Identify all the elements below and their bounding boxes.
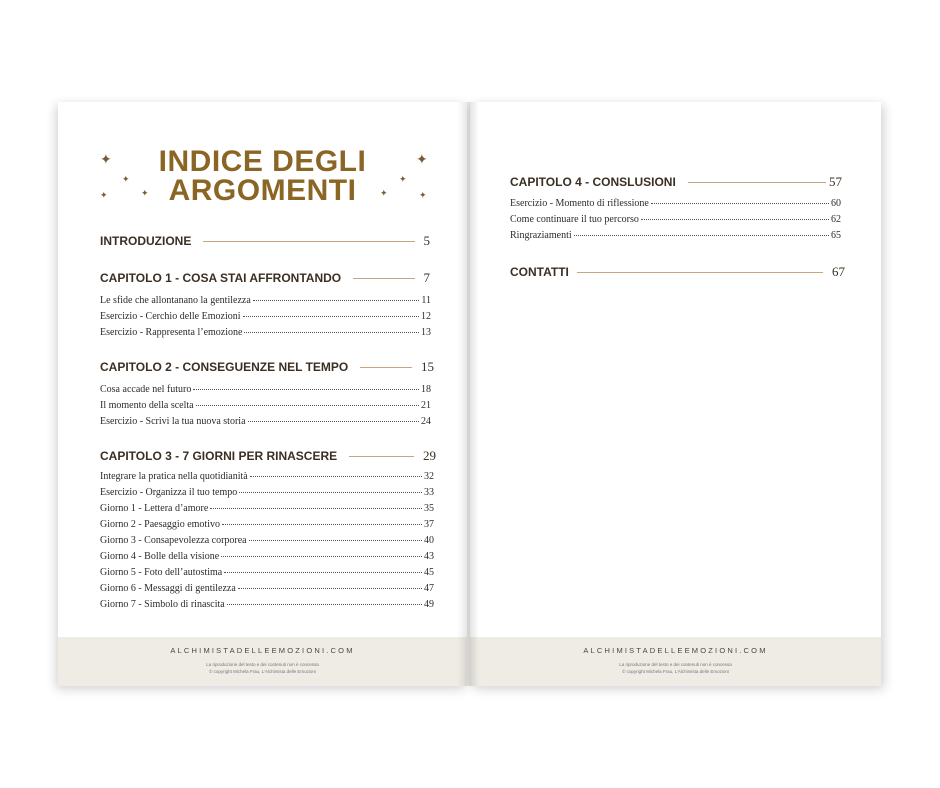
star-icon: ✦ (122, 174, 130, 184)
toc-page-number: 65 (831, 230, 841, 241)
toc-page-number: 57 (829, 174, 842, 189)
toc-item[interactable] (100, 567, 434, 581)
dot-leader (249, 540, 422, 541)
toc-page-number: 21 (421, 400, 431, 411)
dot-leader (222, 524, 422, 525)
copyright-text: © copyright Michela Frau, L’Alchimista delle Emozioni (622, 669, 729, 674)
toc-item[interactable] (100, 416, 431, 430)
book-spine-shadow (457, 102, 469, 686)
toc-item-label: Esercizio - Rappresenta l’emozione (100, 327, 243, 338)
toc-item-label: Le sfide che allontanano la gentilezza (100, 295, 251, 306)
toc-item-label: Giorno 2 - Paesaggio emotivo (100, 519, 220, 530)
toc-item-label: Giorno 1 - Lettera d’amore (100, 503, 209, 514)
divider (360, 367, 412, 368)
toc-chapter-label: CAPITOLO 3 - 7 GIORNI PER RINASCERE (100, 449, 338, 463)
star-icon: ✦ (380, 188, 388, 198)
toc-page-number: 60 (831, 198, 841, 209)
toc-page-number: 43 (424, 551, 434, 562)
dot-leader (250, 476, 422, 477)
dot-leader (641, 219, 829, 220)
toc-page-number: 49 (424, 599, 434, 610)
star-icon: ✦ (399, 174, 407, 184)
divider (353, 278, 414, 279)
toc-page-number: 7 (423, 270, 430, 285)
toc-item-label: Cosa accade nel futuro (100, 384, 192, 395)
toc-page-number: 5 (423, 233, 430, 248)
toc-item-label: Giorno 4 - Bolle della visione (100, 551, 220, 562)
toc-page-number: 67 (832, 264, 845, 279)
toc-item[interactable] (100, 327, 431, 341)
dot-leader (224, 572, 422, 573)
left-page (58, 102, 467, 686)
website-link[interactable]: ALCHIMISTADELLEEMOZIONI.COM (583, 646, 768, 655)
dot-leader (193, 389, 419, 390)
toc-page-number: 62 (831, 214, 841, 225)
toc-page-number: 45 (424, 567, 434, 578)
toc-chapter-3[interactable] (100, 448, 436, 464)
toc-item-label: Giorno 6 - Messaggi di gentilezza (100, 583, 236, 594)
dot-leader (244, 332, 419, 333)
star-icon: ✦ (100, 153, 112, 168)
page-title: ARGOMENTI (168, 174, 357, 207)
copyright-text: La riproduzione del testo e dei contenuti non è concessa (619, 662, 732, 667)
toc-item-label: Giorno 5 - Foto dell’autostima (100, 567, 223, 578)
toc-item[interactable] (100, 487, 434, 501)
dot-leader (196, 405, 419, 406)
toc-item[interactable] (510, 198, 841, 212)
divider (349, 456, 414, 457)
toc-item[interactable] (510, 230, 841, 244)
copyright-text: La riproduzione del testo e dei contenuti non è concessa (206, 662, 319, 667)
dot-leader (238, 588, 422, 589)
toc-item[interactable] (100, 295, 431, 309)
toc-page-number: 32 (424, 471, 434, 482)
dot-leader (574, 235, 829, 236)
toc-page-number: 35 (424, 503, 434, 514)
toc-page-number: 13 (421, 327, 431, 338)
toc-item[interactable] (100, 503, 434, 517)
dot-leader (210, 508, 422, 509)
toc-item[interactable] (100, 400, 431, 414)
star-icon: ✦ (100, 190, 108, 200)
toc-chapter-label: CAPITOLO 1 - COSA STAI AFFRONTANDO (100, 271, 342, 285)
toc-page-number: 11 (421, 295, 431, 306)
toc-item-label: Come continuare il tuo percorso (510, 214, 639, 225)
dot-leader (243, 316, 419, 317)
toc-item-label: Esercizio - Organizza il tuo tempo (100, 487, 238, 498)
toc-item-label: Il momento della scelta (100, 400, 194, 411)
toc-page-number: 40 (424, 535, 434, 546)
toc-page-number: 37 (424, 519, 434, 530)
toc-page-number: 47 (424, 583, 434, 594)
star-icon: ✦ (419, 190, 427, 200)
toc-item[interactable] (100, 535, 434, 549)
toc-item-label: Esercizio - Cerchio delle Emozioni (100, 311, 241, 322)
right-page (470, 102, 881, 686)
toc-item-label: Esercizio - Scrivi la tua nuova storia (100, 416, 246, 427)
toc-chapter-1[interactable] (100, 270, 430, 286)
toc-item-label: Esercizio - Momento di riflessione (510, 198, 649, 209)
dot-leader (253, 300, 420, 301)
toc-item[interactable] (100, 471, 434, 485)
toc-page-number: 15 (421, 359, 434, 374)
page-footer (470, 637, 881, 686)
star-icon: ✦ (141, 188, 149, 198)
toc-chapter-label: CAPITOLO 4 - CONSLUSIONI (510, 175, 676, 189)
dot-leader (239, 492, 422, 493)
divider (203, 241, 414, 242)
toc-item[interactable] (100, 384, 431, 398)
toc-chapter-2[interactable] (100, 359, 434, 375)
toc-item-label: Ringraziamenti (510, 230, 572, 241)
divider (688, 182, 826, 183)
toc-item[interactable] (100, 519, 434, 533)
toc-intro[interactable] (100, 233, 430, 249)
star-icon: ✦ (416, 153, 428, 168)
copyright-text: © copyright Michela Frau, L’Alchimista delle Emozioni (209, 669, 316, 674)
dot-leader (221, 556, 422, 557)
toc-chapter-4[interactable] (510, 174, 842, 190)
toc-item[interactable] (100, 583, 434, 597)
toc-chapter-label: INTRODUZIONE (100, 234, 192, 248)
dot-leader (248, 421, 419, 422)
toc-page-number: 24 (421, 416, 431, 427)
toc-item[interactable] (100, 599, 434, 613)
divider (577, 272, 823, 273)
dot-leader (227, 604, 422, 605)
toc-page-number: 29 (423, 448, 436, 463)
toc-item[interactable] (100, 311, 431, 325)
toc-page-number: 18 (421, 384, 431, 395)
toc-chapter-label: CONTATTI (510, 265, 569, 279)
toc-page-number: 33 (424, 487, 434, 498)
toc-item-label: Giorno 3 - Consapevolezza corporea (100, 535, 247, 546)
book-spine-shadow (469, 102, 479, 686)
toc-page-number: 12 (421, 311, 431, 322)
dot-leader (651, 203, 829, 204)
toc-item[interactable] (510, 214, 841, 228)
website-link[interactable]: ALCHIMISTADELLEEMOZIONI.COM (170, 646, 355, 655)
toc-contacts[interactable] (510, 264, 845, 280)
page-footer (58, 637, 467, 686)
toc-item-label: Integrare la pratica nella quotidianità (100, 471, 248, 482)
toc-item-label: Giorno 7 - Simbolo di rinascita (100, 599, 225, 610)
toc-chapter-label: CAPITOLO 2 - CONSEGUENZE NEL TEMPO (100, 360, 349, 374)
page-title: INDICE DEGLI (158, 145, 367, 178)
toc-item[interactable] (100, 551, 434, 565)
